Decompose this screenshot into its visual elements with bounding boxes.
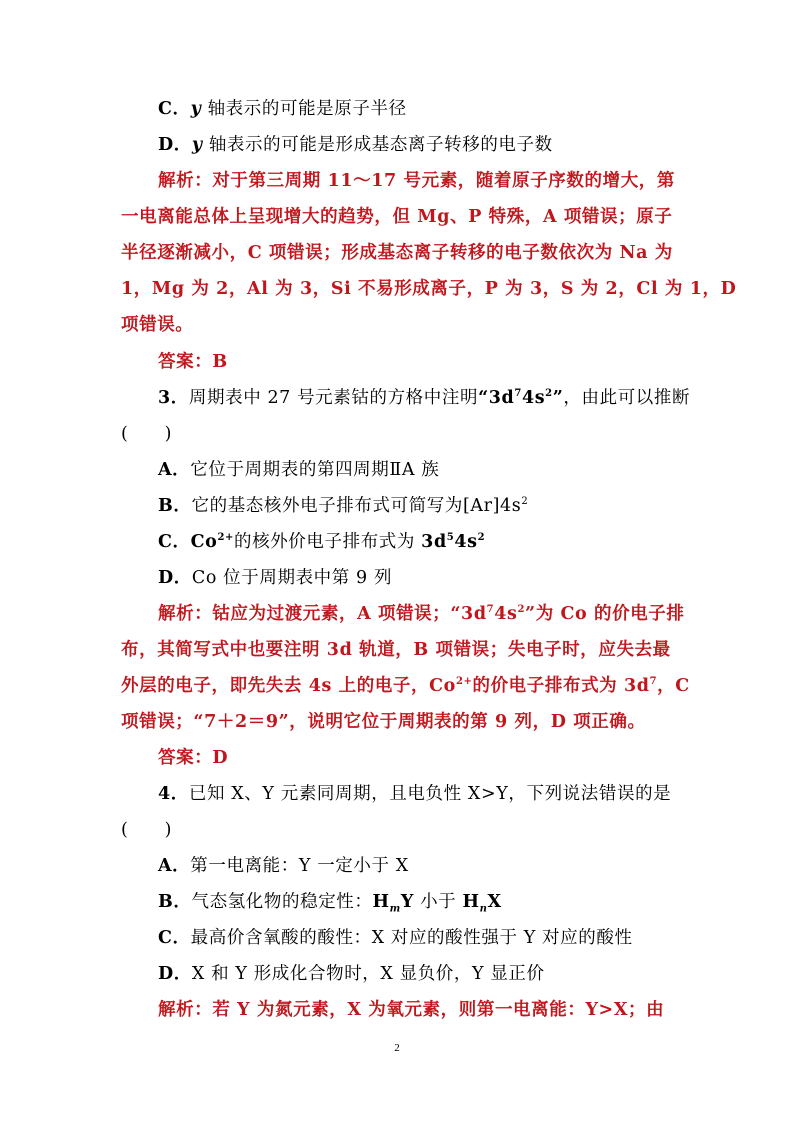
q3-option-c: C．$Co^{2+}$的核外价电子排布式为 $3d^54s^2$ [158,532,486,552]
q3-blank: ( ) [121,424,173,444]
q4-option-c: C．最高价含氧酸的酸性：X 对应的酸性强于 Y 对应的酸性 [158,928,633,948]
q3-answer: 答案：D [158,748,229,768]
option-c-q2: C．y 轴表示的可能是原子半径 [158,99,407,119]
q4-stem-line-1: 4．已知 X、Y 元素同周期，且电负性 X>Y，下列说法错误的是 [158,784,672,804]
q3-analysis-line-2: 布，其简写式中也要注明 3d 轨道，B 项错误；失电子时，应失去最 [121,640,671,660]
q3-option-d: D．Co 位于周期表中第 9 列 [158,568,393,588]
q2-analysis-line-5: 项错误。 [121,315,194,335]
q2-analysis-line-2: 一电离能总体上呈现增大的趋势，但 Mg、P 特殊，A 项错误；原子 [121,207,673,227]
q2-analysis-line-3: 半径逐渐减小，C 项错误；形成基态离子转移的电子数依次为 Na 为 [121,243,673,263]
q2-analysis-line-4: 1，Mg 为 2，Al 为 3，Si 不易形成离子，P 为 3，S 为 2，Cl 为 1，D [121,279,737,299]
q3-option-b: B．它的基态核外电子排布式可简写为$[Ar]4s^2$ [158,496,529,516]
q4-analysis-line-1: 解析：若 Y 为氮元素，X 为氧元素，则第一电离能：Y>X；由 [158,1000,665,1020]
q4-blank: ( ) [121,820,173,840]
q3-stem-line-1: 3．周期表中 27 号元素钴的方格中注明“$3d^74s^2$”，由此可以推断 [158,388,691,408]
q4-option-d: D．X 和 Y 形成化合物时，X 显负价，Y 显正价 [158,964,545,984]
page-number: 2 [394,1042,400,1054]
q4-option-a: A．第一电离能：Y 一定小于 X [158,856,409,876]
q3-analysis-line-3: 外层的电子，即先失去 4s 上的电子，$Co^{2+}$的价电子排布式为 $3d^7$，C [121,676,690,696]
q3-analysis-line-4: 项错误；“7＋2＝9”，说明它位于周期表的第 9 列，D 项正确。 [121,712,646,732]
option-d-q2: D．y 轴表示的可能是形成基态离子转移的电子数 [158,135,553,155]
q3-option-a: A．它位于周期表的第四周期ⅡA 族 [158,460,440,480]
q2-answer: 答案：B [158,352,228,372]
q4-option-b: B．气态氢化物的稳定性：$H_mY$ 小于 $H_nX$ [158,892,502,915]
q2-analysis-line-1: 解析：对于第三周期 11～17 号元素，随着原子序数的增大，第 [158,171,676,191]
q3-analysis-line-1: 解析：钴应为过渡元素，A 项错误；“$3d^74s^2$”为 Co 的价电子排 [158,604,685,624]
